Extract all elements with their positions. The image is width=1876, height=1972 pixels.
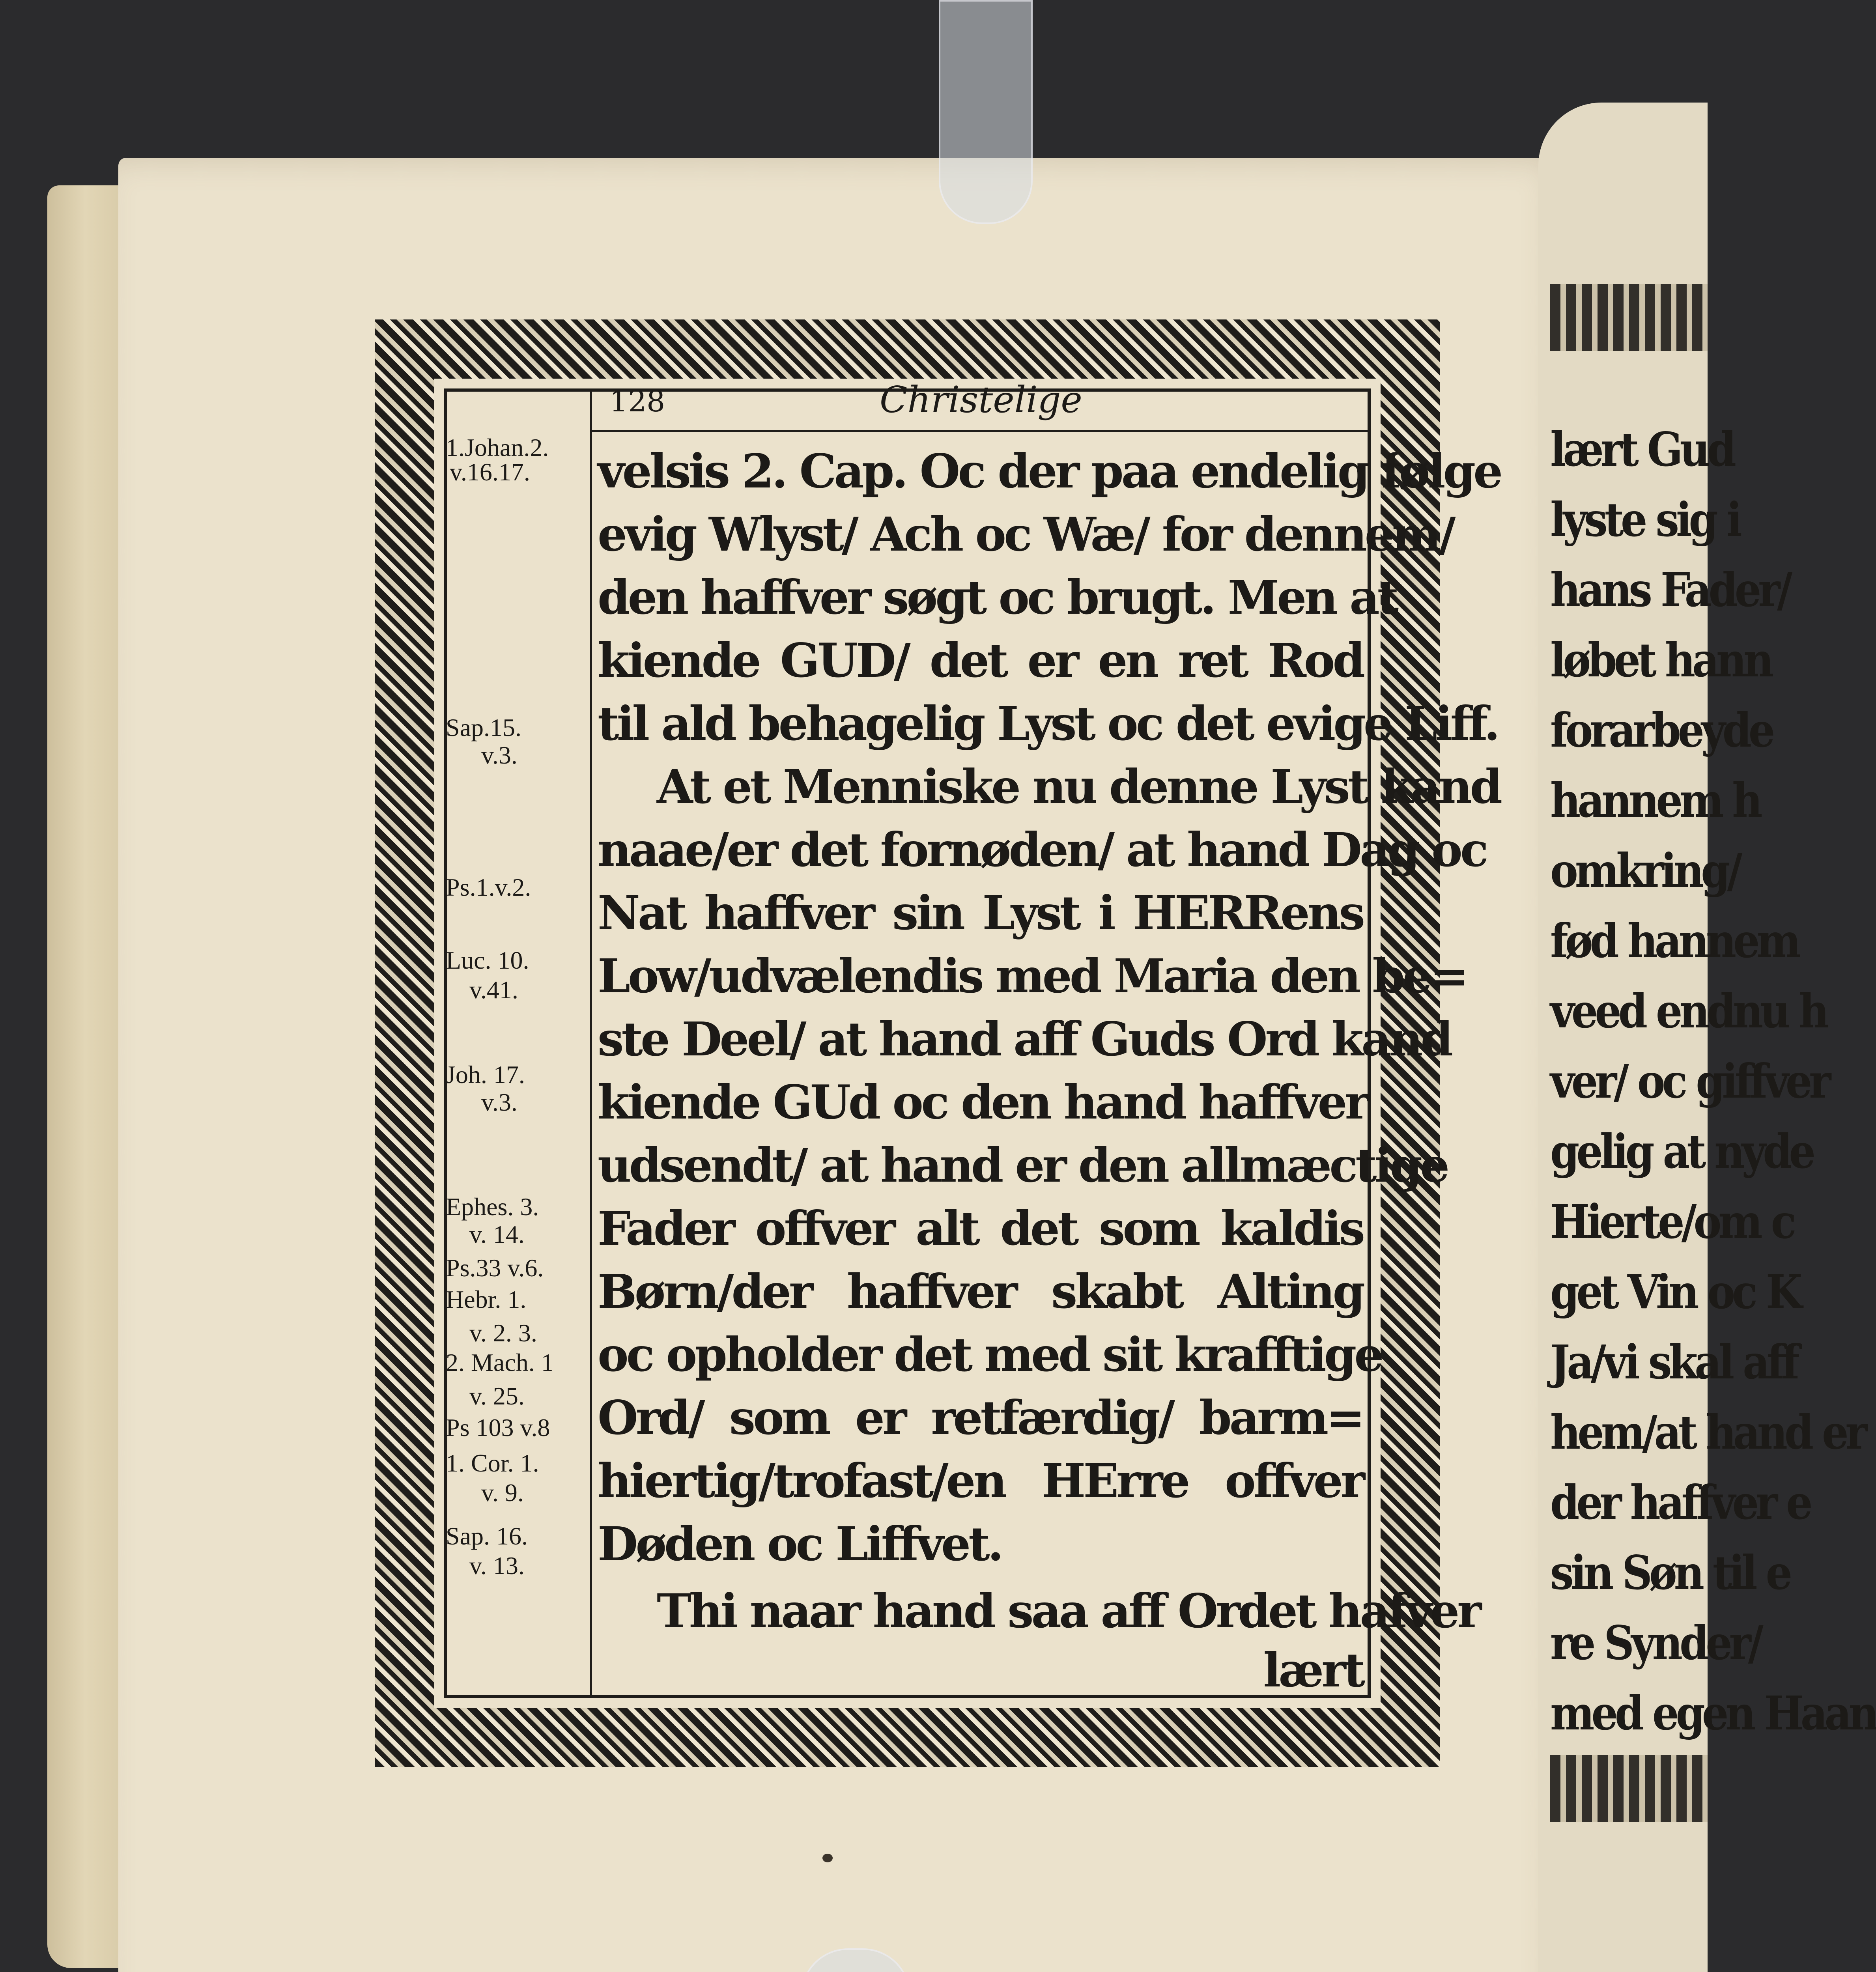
facing-line: ver/ oc giffver	[1550, 1054, 1828, 1109]
margin-note: v. 13.	[469, 1552, 525, 1580]
margin-note: v.16.17.	[450, 458, 530, 486]
body-line: den haffver søgt oc brugt. Men at	[598, 570, 1397, 625]
body-line: hiertig/trofast/en HErre offver	[598, 1453, 1363, 1508]
margin-note: Hebr. 1.	[446, 1285, 527, 1313]
margin-note: Ps.33 v.6.	[446, 1254, 544, 1282]
facing-line: re Synder/	[1550, 1615, 1760, 1670]
header-rule	[590, 430, 1371, 432]
margin-note: 1. Cor. 1.	[446, 1449, 539, 1477]
facing-line: hannem h	[1550, 773, 1760, 828]
margin-note: Sap.15.	[446, 713, 521, 741]
margin-note: v. 9.	[481, 1479, 524, 1507]
facing-line: løbet hann	[1550, 633, 1771, 687]
margin-note: v.3.	[481, 1088, 518, 1116]
facing-line: hem/at hand er	[1550, 1405, 1865, 1460]
catchword: lært	[1263, 1643, 1363, 1697]
body-line: At et Menniske nu denne Lyst kand	[657, 759, 1500, 814]
body-line: udsendt/ at hand er den allmæctige	[598, 1138, 1448, 1193]
margin-note: Luc. 10.	[446, 946, 529, 974]
body-line: Døden oc Liffvet.	[598, 1516, 1002, 1571]
facing-page-ornament-top	[1550, 284, 1708, 351]
margin-note: 2. Mach. 1	[446, 1348, 554, 1376]
margin-note: Joh. 17.	[446, 1061, 525, 1089]
facing-line: Ja/vi skal aff	[1550, 1335, 1797, 1389]
margin-note: v. 2. 3.	[469, 1319, 537, 1347]
margin-note: v. 25.	[469, 1382, 525, 1410]
body-line: velsis 2. Cap. Oc der paa endelig følge	[598, 444, 1501, 499]
margin-note: Ephes. 3.	[446, 1193, 539, 1221]
margin-note: Ps 103 v.8	[446, 1414, 550, 1442]
facing-line: veed endnu h	[1550, 984, 1826, 1038]
facing-line: lyste sig i	[1550, 492, 1739, 547]
body-line: Nat haffver sin Lyst i HERRens	[598, 885, 1363, 940]
body-line: til ald behagelig Lyst oc det evige Liff.	[598, 696, 1498, 751]
body-line: Low/udvælendis med Maria den be=	[598, 949, 1467, 1003]
book-clip-top	[939, 0, 1033, 224]
facing-page-text	[1550, 422, 1876, 1763]
facing-line: Hierte/om c	[1550, 1194, 1794, 1249]
body-line: ste Deel/ at hand aff Guds Ord kand	[598, 1012, 1451, 1066]
body-line: Børn/der haffver skabt Alting	[598, 1264, 1363, 1319]
facing-line: get Vin oc K	[1550, 1264, 1799, 1319]
facing-page-ornament-bottom	[1550, 1755, 1708, 1822]
facing-line: forarbeyde	[1550, 703, 1772, 758]
body-line: Fader offver alt det som kaldis	[598, 1201, 1363, 1256]
margin-note: Ps.1.v.2.	[446, 873, 531, 901]
body-line: naae/er det fornøden/ at hand Dag oc	[598, 822, 1486, 877]
facing-line: omkring/	[1550, 843, 1740, 898]
margin-note: 1.Johan.2.	[446, 433, 549, 461]
facing-line: gelig at nyde	[1550, 1124, 1812, 1179]
body-line: Thi naar hand saa aff Ordet hafver	[657, 1584, 1480, 1638]
facing-line: lært Gud	[1550, 422, 1733, 477]
facing-line: fød hannem	[1550, 913, 1798, 968]
body-line: kiende GUD/ det er en ret Rod	[598, 633, 1363, 688]
margin-note: v. 14.	[469, 1220, 525, 1248]
facing-line: hans Fader/	[1550, 562, 1790, 617]
body-line: evig Wlyst/ Ach oc Wæ/ for dennem/	[598, 507, 1454, 562]
facing-line: sin Søn til e	[1550, 1545, 1790, 1600]
printer-mark	[822, 1854, 833, 1862]
margin-note: Sap. 16.	[446, 1522, 528, 1550]
facing-line: der haffver e	[1550, 1475, 1810, 1530]
facing-line: med egen Haan	[1550, 1686, 1876, 1740]
running-head: Christelige	[880, 379, 1082, 421]
body-line: kiende GUd oc den hand haffver	[598, 1075, 1367, 1130]
page-number: 128	[609, 385, 665, 418]
margin-note: v.41.	[469, 976, 518, 1004]
body-line: oc opholder det med sit krafftige	[598, 1327, 1382, 1382]
margin-note: v.3.	[481, 741, 518, 769]
body-line: Ord/ som er retfærdig/ barm=	[598, 1390, 1363, 1445]
